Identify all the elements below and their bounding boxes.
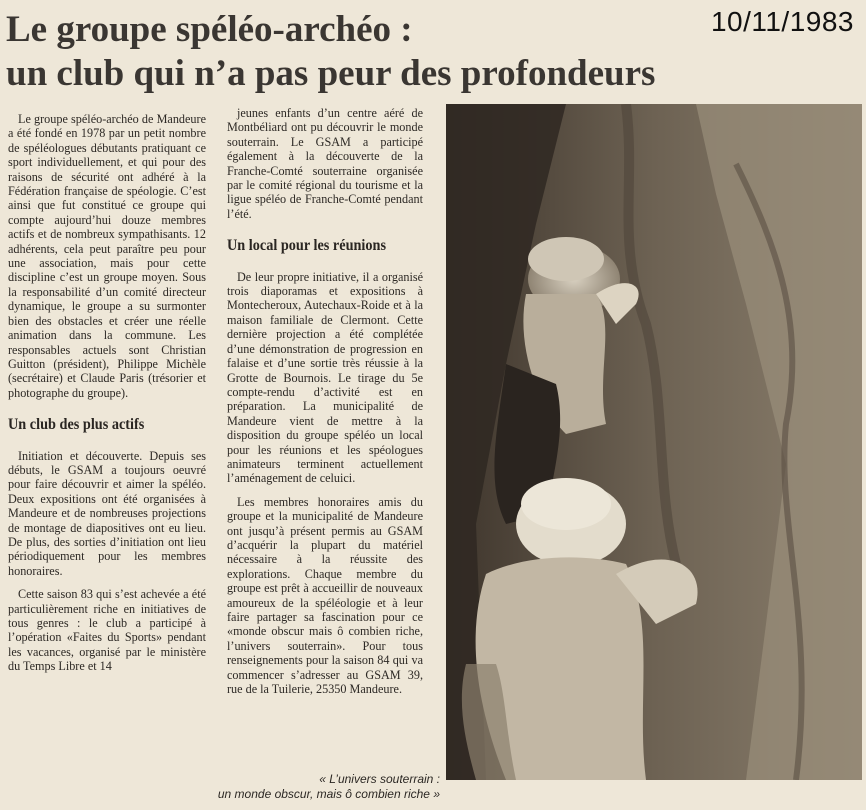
- paragraph: jeunes enfants d’un centre aéré de Montbéliard ont pu découvrir le monde souterrain. Le GSAM a participé également à la découverte de la Franche-Comté souterraine organisée par le comité régional du tourisme et la ligue spéléo de Franche-Comté pendant l’été.: [227, 106, 423, 221]
- paragraph: De leur propre initiative, il a organisé trois diaporamas et expositions à Montecheroux, Autechaux-Roide et à la maison familiale de Clermont. Cette dernière projection a été complétée d’une démonstration de progression en falaise et d’une sortie très réussie à la Grotte de Bournois. Le tirage du 5e compte-rendu d’activité est en préparation. La municipalité de Mandeure vient de mettre à la disposition du groupe spéléo un local pour les réunions et les spéologues animateurs terminent actuellement l’aménagement de celuici.: [227, 269, 423, 486]
- caption-line-1: « L’univers souterrain :: [319, 772, 440, 786]
- paragraph: Initiation et découverte. Depuis ses débuts, le GSAM a toujours oeuvré pour faire découvrir et aimer la spéléo. Deux expositions ont été organisées à Mandeure et de nombreuses projections de montage de diapositives ont eu lieu. De plus, des sorties d’initiation ont lieu périodiquement pour les membres honoraires.: [8, 448, 206, 578]
- caption-line-2: un monde obscur, mais ô combien riche »: [217, 787, 440, 801]
- date-stamp: 10/11/1983: [710, 6, 854, 37]
- paragraph: Les membres honoraires amis du groupe et la municipalité de Mandeure ont jusqu’à présent permis au GSAM d’acquérir la plupart du matériel nécessaire à la réussite des explorations. Chaque membre du groupe est prêt à accueillir de nouveaux amoureux de la spéléologie et à leur faire partager sa fascination pour ce «monde obscur mais ô combien riche, l’univers souterrain». Pour tous renseignements pour la saison 84 qui va commencer s’adresser au GSAM 39, rue de la Tuilerie, 25350 Mandeure.: [227, 494, 423, 697]
- article-column-1: [8, 112, 206, 683]
- headline-line-1: Le groupe spéléo-archéo :: [6, 9, 413, 50]
- cave-photo: [446, 104, 862, 780]
- headline-line-2: un club qui n’a pas peur des profondeurs: [6, 53, 656, 94]
- cave-photo-illustration: [446, 104, 862, 780]
- photo-caption: [120, 772, 440, 802]
- paragraph: Cette saison 83 qui s’est achevée a été particulièrement riche en initiatives de tous genres : le club a participé à l’opération «Faites du Sports» pendant les vacances, organisé par le ministère du Temps Libre et 14: [8, 587, 206, 674]
- headline: [6, 8, 686, 96]
- paragraph: Le groupe spéléo-archéo de Mandeure a été fondé en 1978 par un petit nombre de spéléologues débutants pratiquant ce sport individuellement, et qui pour des raisons de sécurité ont adhéré à la Fédération française de spéologie. C’est ainsi que fut constitué ce groupe qui compte aujourd’hui douze membres actifs et de nombreux sympathisants. 12 adhérents, cela peut paraître peu pour une association, mais pour cette discipline c’est un groupe moyen. Sous la responsabilité d’un comité directeur dynamique, le groupe a su surmonter bien des obstacles et créer une réelle animation dans la commune. Les responsables actuels sont Christian Guitton (président), Philippe Michèle (secrétaire) et Claude Paris (trésorier et photographe du groupe).: [8, 112, 206, 400]
- section-heading: Un club des plus actifs: [8, 416, 145, 434]
- section-heading: Un local pour les réunions: [227, 237, 387, 255]
- article-column-2: [227, 106, 423, 705]
